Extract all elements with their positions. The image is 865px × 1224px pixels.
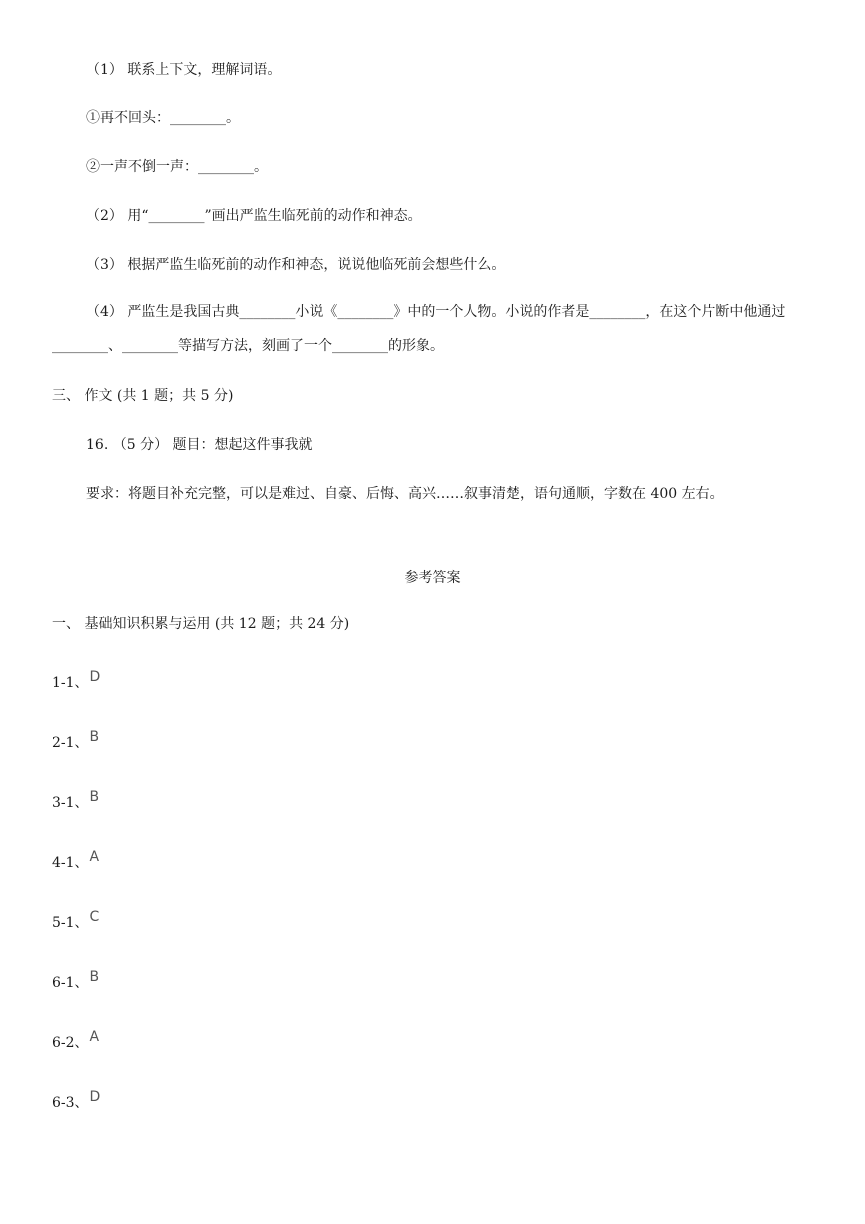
question-4: （4） 严监生是我国古典________小说《________》中的一个人物。小说的作者是________，在这个片断中他通过________、________等描写方法，刻画了一个________的形象。 xyxy=(52,304,786,354)
question-1-a: ①再不回头：________。 xyxy=(86,110,240,126)
answer-row xyxy=(52,969,100,993)
answers-section-1-heading: 一、 基础知识积累与运用 (共 12 题；共 24 分) xyxy=(52,616,350,632)
answer-value: D xyxy=(89,669,101,685)
answer-value: D xyxy=(89,1089,101,1105)
answer-label: 1-1、 xyxy=(52,675,89,691)
answer-value: C xyxy=(89,909,100,925)
answer-value: A xyxy=(89,1029,100,1045)
answer-row xyxy=(52,849,100,873)
answer-label: 2-1、 xyxy=(52,735,89,751)
answer-label: 3-1、 xyxy=(52,795,89,811)
answer-row xyxy=(52,789,100,813)
question-2: （2） 用“________”画出严监生临死前的动作和神态。 xyxy=(86,208,422,224)
answer-label: 6-3、 xyxy=(52,1095,89,1111)
answer-label: 6-1、 xyxy=(52,975,89,991)
answer-row xyxy=(52,669,101,693)
answer-value: B xyxy=(89,789,100,805)
answer-label: 5-1、 xyxy=(52,915,89,931)
answer-row xyxy=(52,729,100,753)
answers-title: 参考答案 xyxy=(404,570,461,586)
answer-row xyxy=(52,1089,101,1113)
section-3-heading: 三、 作文 (共 1 题；共 5 分) xyxy=(52,388,234,404)
question-1-b: ②一声不倒一声：________。 xyxy=(86,159,268,175)
essay-requirement: 要求：将题目补充完整，可以是难过、自豪、后悔、高兴……叙事清楚，语句通顺，字数在 400 左右。 xyxy=(86,486,724,502)
question-3: （3） 根据严监生临死前的动作和神态，说说他临死前会想些什么。 xyxy=(86,257,506,273)
answer-row xyxy=(52,909,100,933)
essay-item: 16. （5 分） 题目：想起这件事我就 xyxy=(86,437,313,453)
answer-value: A xyxy=(89,849,100,865)
question-1: （1） 联系上下文，理解词语。 xyxy=(86,62,282,78)
answer-label: 6-2、 xyxy=(52,1035,89,1051)
answer-value: B xyxy=(89,729,100,745)
answer-value: B xyxy=(89,969,100,985)
answer-row xyxy=(52,1029,100,1053)
answer-label: 4-1、 xyxy=(52,855,89,871)
